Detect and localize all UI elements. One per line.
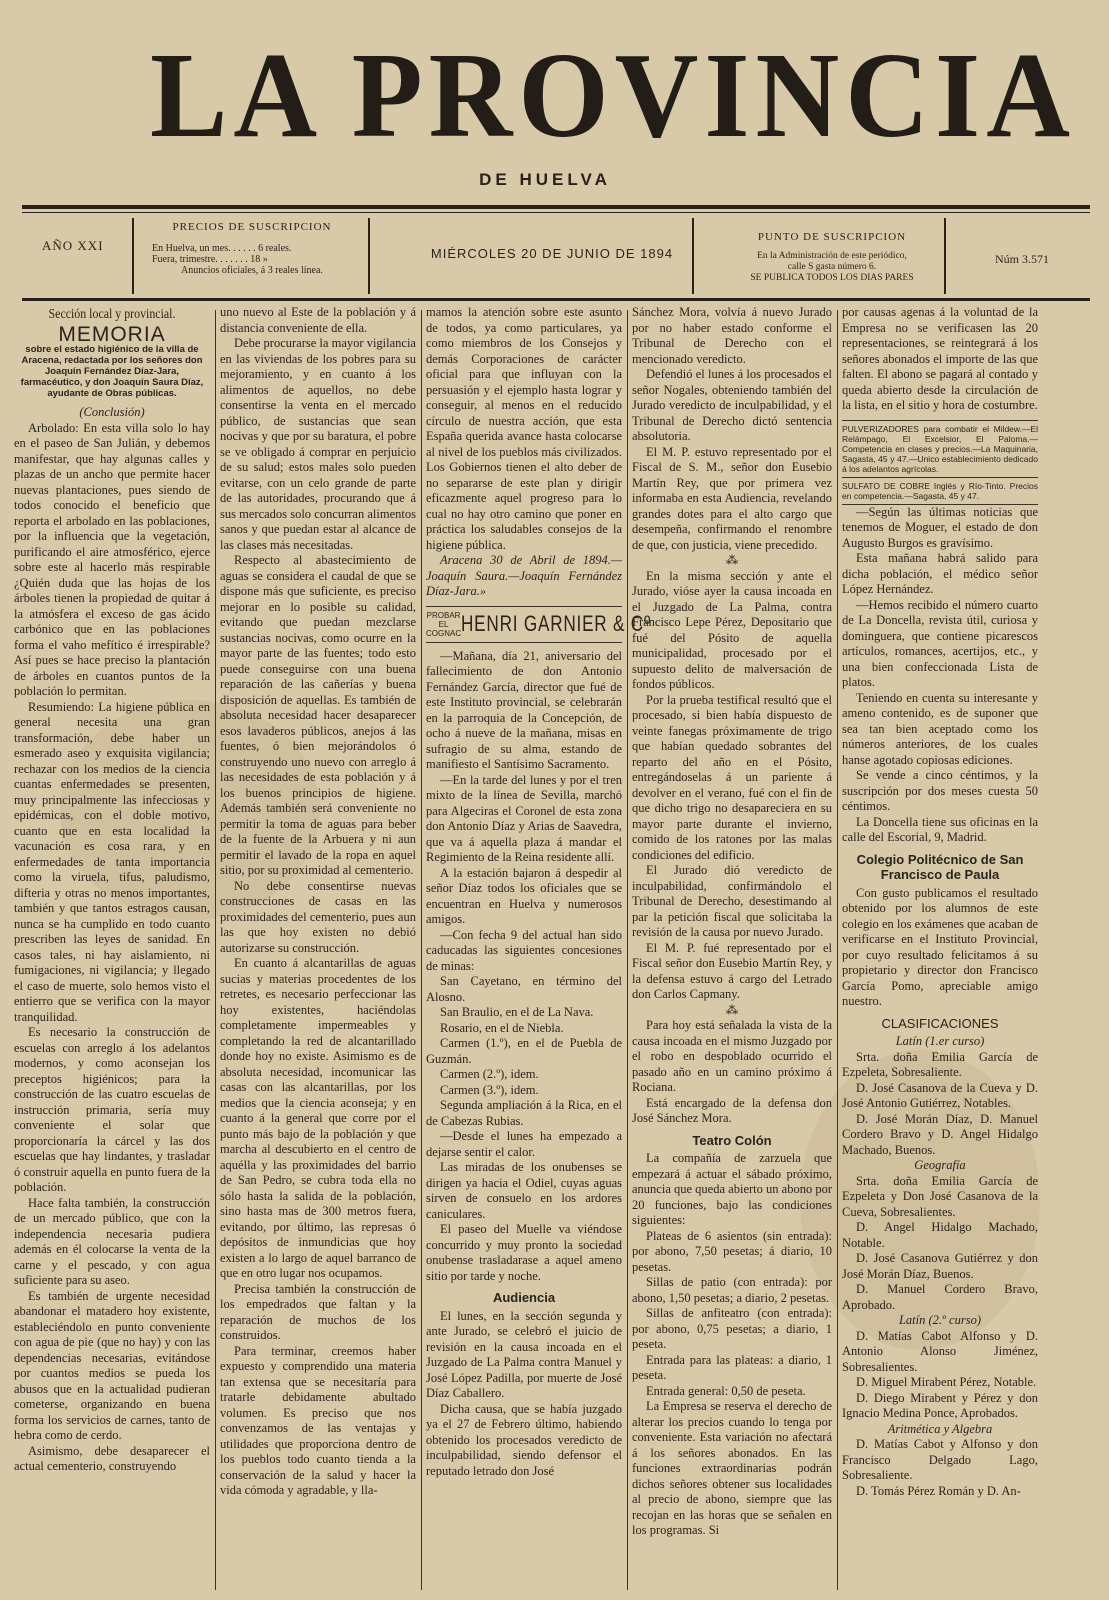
result-entry: Srta. doña Emilia García de Ezpeleta, Sobresaliente.: [842, 1049, 1038, 1079]
prices-title: PRECIOS DE SUSCRIPCION: [172, 221, 332, 233]
paragraph: No debe consentirse nuevas construcciones de casas en las proximidades del cementerio, pues aun las que hoy existen no debió autorizarse su construcción.: [220, 878, 416, 955]
column-2: [220, 305, 416, 1595]
info-divider: [132, 218, 134, 294]
price-line: Anuncios oficiales, á 3 reales línea.: [181, 265, 323, 276]
column-divider: [837, 310, 838, 1590]
newspaper-title: LA PROVINCIA: [150, 28, 1076, 164]
column-3: [426, 305, 652, 1595]
paragraph: Esta mañana habrá salido para dicha población, el médico señor López Hernández.: [842, 551, 1038, 596]
punto-title: PUNTO DE SUSCRIPCION: [757, 231, 907, 243]
result-entry: D. Manuel Cordero Bravo, Aprobado.: [842, 1282, 1038, 1312]
continuation-note: (Conclusión): [79, 405, 145, 419]
punto-line: SE PUBLICA TODOS LOS DIAS PARES: [750, 273, 914, 283]
paragraph: Asimismo, debe desaparecer el actual cementerio, construyendo: [14, 1443, 210, 1473]
signature: Aracena 30 de Abril de 1894.—Joaquín Saura.—Joaquín Fernández Díaz-Jara.»: [426, 553, 622, 598]
section-title: Sección local y provincial.: [48, 307, 176, 322]
newspaper-subtitle: DE HUELVA: [479, 170, 611, 189]
price-line: En Huelva, un mes. . . . . . 6 reales.: [152, 243, 292, 254]
paragraph: Es necesario la construcción de escuelas con arreglo á los adelantos modernos, y como aconsejan los preceptos higiénicos; para la construcción de las cuatro escuelas de instrucción primaria, sería muy conveniente el solar que proporcionaría la cárcel y las dos escuelas que hay lindantes, y trasladar ó construir aquella en punto fuera de la población.: [14, 1025, 210, 1194]
paragraph: La Empresa se reserva el derecho de alterar los precios cuando lo tenga por conveniente. Esta variación no afectará á los señores abonados. En las funciones extraordinarias podrán dichos señores obtener sus localidades al precio de abono, siempre que las recojan en las horas que se señalen en los programas. Si: [632, 1399, 832, 1537]
paragraph: A la estación bajaron á despedir al señor Díaz todos los oficiales que se encuentran en Huelva y numerosos amigos.: [426, 865, 622, 926]
column-1: [14, 305, 210, 1595]
paragraph: Sánchez Mora, volvía á nuevo Jurado por no haber estado conforme el Tribunal de Derecho con el mencionado veredicto.: [632, 305, 832, 366]
paragraph: En cuanto á alcantarillas de aguas sucias y materias procedentes de los retretes, es necesario perfeccionar las hoy existentes, haciéndolas completamente impermeables y completando la red de alcantarillado donde hoy no existe. Asimismo es de absoluta necesidad, incomunicar las casas con las alcantarillas, por los medios que la ciencia aconseja; y en cuanto á la general que corre por el punto más bajo de la población y que marcha al descubierto en el centro de aquélla y las proximidades del barrio de San Pedro, se cubra toda ella no sólo hasta la salida de la población, sino hasta mas de 300 metros fuera, evitando, por último, las represas ó depósitos de inmundicias que hoy existen a lo largo de aquel barranco de que en otro lugar nos ocupamos.: [220, 956, 416, 1280]
result-entry: D. Diego Mirabent y Pérez y don Ignacio Medina Ponce, Aprobados.: [842, 1390, 1038, 1420]
section-heading: Teatro Colón: [692, 1132, 772, 1148]
column-divider: [215, 310, 216, 1590]
paragraph: Entrada general: 0,50 de peseta.: [646, 1383, 806, 1398]
paragraph: En la misma sección y ante el Jurado, vióse ayer la causa incoada en el Juzgado de La Palma, contra Francisco Lepe Pérez, Depositario que fué del Pósito de aquella municipalidad, procesado por el supuesto delito de malversación de fondos públicos.: [632, 568, 832, 691]
issue-number: Núm 3.571: [995, 252, 1049, 266]
result-entry: D. José Morán Díaz, D. Manuel Cordero Bravo y D. Angel Hidalgo Machado, Buenos.: [842, 1111, 1038, 1157]
result-entry: D. José Casanova Gutiérrez y don José Morán Díaz, Buenos.: [842, 1251, 1038, 1281]
info-divider: [944, 218, 946, 294]
mine-item: San Cayetano, en término del Alosno.: [426, 974, 622, 1004]
result-entry: D. Tomás Pérez Román y D. An-: [856, 1483, 1021, 1498]
result-entry: Srta. doña Emilia García de Ezpeleta y Don José Casanova de la Cueva, Sobresalientes.: [842, 1173, 1038, 1219]
info-divider: [368, 218, 370, 294]
cognac-advert: [426, 606, 652, 643]
paragraph: La compañía de zarzuela que empezará á actuar el sábado próximo, anuncia que queda abierto un abono por 20 funciones, bajo las condiciones siguientes:: [632, 1151, 832, 1227]
punto-line: En la Administración de este periódico,: [757, 251, 907, 261]
paragraph: —En la tarde del lunes y por el tren mixto de la línea de Sevilla, marchó para Algeciras el Coronel de esta zona don Antonio Díaz y Arias de Saavedra, que va á aquella plaza á mandar el Regimiento de la Reina residente allí.: [426, 772, 622, 864]
ad-label: PROBAR EL COGNAC: [426, 610, 462, 638]
result-entry: D. José Casanova de la Cueva y D. José Antonio Gutiérrez, Notables.: [842, 1080, 1038, 1110]
paragraph: Entrada para las plateas: a diario, 1 peseta.: [632, 1352, 832, 1382]
paragraph: Hace falta también, la construcción de un mercado público, que con la independencia necesaria pudiera además en él colocarse la venta de la carne y el pescado, y con agua suficiente para su aseo.: [14, 1195, 210, 1287]
header-bottom-rule: [22, 298, 1090, 301]
mine-item: Carmen (1.º), en el de Puebla de Guzmán.: [426, 1036, 622, 1066]
punto-line: calle S gasta número 6.: [787, 262, 877, 272]
paragraph: Resumiendo: La higiene pública en general necesita una gran transformación, debe haber un esmerado aseo y exquisita vigilancia; rechazar con los medios de la ciencia cuantas enfermedades se presenten, muy principalmente las infecciosas y epidémicas, con el doble motivo, cuanto que en esta localidad la vacunación es cosa rara, y en enfermedades de tanta importancia como la viruela, tifus, paludismo, difteria y otras no menos importantes, también y que tantos estragos causan, nunca se ha cumplido en todo cuanto prescriben las leyes de sanidad. En casos tales, ni hay aislamiento, ni fumigaciones, ni vigilancia; y llegado el caso de muerte, solo hemos visto el entierro que se verifica con la mayor tranquilidad.: [14, 699, 210, 1024]
mine-item: Rosario, en el de Niebla.: [440, 1020, 564, 1035]
section-heading: Audiencia: [492, 1290, 556, 1305]
paragraph: Está encargado de la defensa don José Sánchez Mora.: [632, 1095, 832, 1125]
paragraph: Sillas de anfiteatro (con entrada): por abono, 0,75 pesetas; a diario, 1 peseta.: [632, 1306, 832, 1351]
paragraph: Debe procurarse la mayor vigilancia en las viviendas de los pobres para su mejoramiento, y en cuanto á los alimentos de aquellos, no debe consentirse la venta en el mercado público, de sustancias que sean nocivas y que por su baratura, el pobre se ve obligado á comprar en perjuicio de su salud; estos males solo pueden evitarse, con un celo grande de parte de las autoridades, procurando que á sus mercados solo concurran alimentos sanos y que puedan estar al alcance de las clases más necesitadas.: [220, 336, 416, 552]
masthead: [150, 28, 1076, 164]
paragraph: Respecto al abastecimiento de aguas se considera el caudal de que se dispone más que suficiente, es preciso mejorar en lo posible su calidad, evitando que puedan mezclarse sustancias nocivas, como ocurre en la mayor parte de las fuentes; todo esto puede conseguirse con una buena reparación de las cañerías y buena disposición de aquellas. Es también de absoluta necesidad hacer desaparecer esos lavaderos públicos, anejos á las fuentes, ó bien mejorándolos ó construyendo uno nuevo con arreglo á las necesidades de esta población y á los buenos principios de higiene. Además también será conveniente no permitir la toma de aguas para beber de la fuente de la Arbuera y ni aun permitir el lavado de la ropa en aquel sitio, por su proximidad al cementerio.: [220, 553, 416, 877]
article-subtitle: sobre el estado higiénico de la villa de Aracena, redactada por los señores don Joaquín Fernández Díaz-Jara, farmacéutico, y don Joaquín Saura Díaz, ayudante de Obras públicas.: [20, 344, 204, 399]
paragraph: Sillas de patio (con entrada): por abono, 1,50 pesetas; a diario, 2 pesetas.: [632, 1275, 832, 1305]
paragraph: uno nuevo al Este de la población y á distancia conveniente de ella.: [220, 305, 416, 335]
asterism-divider: ⁂: [725, 553, 739, 567]
paragraph: Dicha causa, que se había juzgado ya el 27 de Febrero último, habiendo obtenido los procesados veredicto de inculpabilidad, siendo defensor el reputado letrado don José: [426, 1401, 622, 1478]
paragraph: El Jurado dió veredicto de inculpabilidad, confirmándolo el Tribunal de Derecho, desestimando al par la petición fiscal que solicitaba la revisión de la causa por nuevo Jurado.: [632, 863, 832, 939]
paragraph: El paseo del Muelle va viéndose concurrido y muy pronto la sociedad onubense trasladarase a aquel ameno sitio por tarde y noche.: [426, 1222, 622, 1283]
column-divider: [627, 310, 628, 1590]
paragraph: —Con fecha 9 del actual han sido caducadas las siguientes concesiones de minas:: [426, 927, 622, 973]
subject-heading: Aritmética y Algebra: [887, 1421, 993, 1436]
subscription-prices: [152, 222, 352, 306]
paragraph: Plateas de 6 asientos (sin entrada): por abono, 7,50 pesetas; á diario, 10 pesetas.: [632, 1228, 832, 1274]
paragraph: El M. P. estuvo representado por el Fiscal de S. M., señor don Eusebio Martín Rey, que por primera vez informaba en esta Audiencia, revelando grandes dotes para el alto cargo que desempeña, confirmando el renombre de que, con justicia, viene precedido.: [632, 444, 832, 552]
paragraph: Con gusto publicamos el resultado obtenido por los alumnos de este colegio en los exámenes que acaban de verificarse en el Instituto Provincial, por cuyo resultado felicitamos á su propietario y director don Francisco García Pomo, apreciable amigo nuestro.: [842, 885, 1038, 1008]
header-rule: [22, 205, 1090, 209]
column-4: [632, 305, 832, 1595]
paragraph: El lunes, en la sección segunda y ante Jurado, se celebró el juicio de revisión en la causa incoada en el Juzgado de La Palma contra Manuel y José López Padilla, por muerte de José Díaz Caballero.: [426, 1308, 622, 1400]
result-entry: D. Miguel Mirabent Pérez, Notable.: [856, 1375, 1037, 1389]
paragraph: —Desde el lunes ha empezado a dejarse sentir el calor.: [426, 1129, 622, 1159]
issue-date: MIÉRCOLES 20 DE JUNIO DE 1894: [430, 246, 674, 261]
paragraph: Teniendo en cuenta su interesante y ameno contenido, es de suponer que sea tan bien aceptado como los números anteriores, de los cuales hanse agotado copiosas ediciones.: [842, 690, 1038, 767]
paragraph: La Doncella tiene sus oficinas en la calle del Escorial, 9, Madrid.: [842, 814, 1038, 844]
info-divider: [692, 218, 694, 294]
paragraph: Por la prueba testifical resultó que el procesado, si bien había dispuesto de veinte fanegas próximamente de trigo que habían quedado sobrantes del reparto del año en el Pósito, entregándoselas á un pariente á devolver en el verano, fué con el fin de que dicho trigo no desapareciera en su mayor parte durante el invierno, comido de los ratones por las malas condiciones del edificio.: [632, 692, 832, 862]
section-heading: Colegio Politécnico de San Francisco de Paula: [856, 851, 1024, 882]
paragraph: —Según las últimas noticias que tenemos de Moguer, el estado de don Augusto Burgos es gravísimo.: [842, 504, 1038, 550]
result-entry: D. Angel Hidalgo Machado, Notable.: [842, 1220, 1038, 1250]
ad-brand: HENRI GARNIER & Cº: [461, 611, 652, 637]
price-line: Fuera, trimestre. . . . . . . 18 »: [152, 254, 268, 265]
subject-heading: Geografía: [914, 1158, 966, 1172]
subscription-point: [722, 232, 942, 316]
paragraph: por causas agenas á la voluntad de la Empresa no se verificasen las 20 representaciones, se reintegrará á los señores abonados el importe de las que falten. El abono se pagará al contado y queda abierto desde la circulación de la lista, en el sitio y hora de costumbre.: [842, 305, 1038, 412]
paragraph: Las miradas de los onubenses se dirigen ya hacia el Odiel, cuyas aguas sirven de consuelo en los ardores caniculares.: [426, 1160, 622, 1221]
column-divider: [421, 310, 422, 1590]
classifications-title: CLASIFICACIONES: [881, 1015, 999, 1031]
article-title: MEMORIA: [58, 322, 166, 346]
paragraph: —Hemos recibido el número cuarto de La Doncella, revista útil, curiosa y dominguera, que contiene picarescos artículos, romances, acertijos, etc., y una bien confeccionada Lista de platos.: [842, 597, 1038, 689]
paragraph: Precisa también la construcción de los empedrados que faltan y la reparación de muchos de los construidos.: [220, 1281, 416, 1342]
header-rule-thin: [22, 212, 1090, 213]
pulverizadores-advert: PULVERIZADORES para combatir el Mildew.—El Relámpago, El Excelsior, El Paloma.—Competencia en clases y precios.—La Maquinaria, Sagasta, 45 y 47.—Unico establecimiento dedicado á los adelantos agrícolas.: [842, 420, 1038, 478]
issue-year: AÑO XXI: [42, 238, 104, 253]
paragraph: El M. P. fué representado por el Fiscal señor don Eusebio Martín Rey, y la defensa estuvo á cargo del Letrado don Carlos Capmany.: [632, 940, 832, 1001]
mine-item: Carmen (2.º), idem.: [440, 1067, 539, 1081]
paragraph: Es también de urgente necesidad abandonar el matadero hoy existente, estableciéndolo en punto conveniente con agua de pie (que no hay) y con las dependencias necesarias, evitándose por cuantos medios se pueda los abusos que en la actualidad pudieran cometerse, organizando en buena forma los servicios de carnes, tanto de hebra como de cerdo.: [14, 1288, 210, 1442]
result-entry: D. Matías Cabot y Alfonso y don Francisco Delgado Lago, Sobresaliente.: [842, 1437, 1038, 1482]
paragraph: —Mañana, día 21, aniversario del fallecimiento de don Antonio Fernández García, director que fué de este Instituto provincial, se celebrarán en la parroquia de la Concepción, de ocho á nueve de la mañana, misas en sufragio de su alma, estando de manifiesto el Santísimo Sacramento.: [426, 648, 622, 771]
result-entry: D. Matías Cabot Alfonso y D. Antonio Alonso Jiménez, Sobresalientes.: [842, 1328, 1038, 1374]
sulfato-advert: SULFATO DE COBRE Inglés y Río-Tinto. Precios en competencia.—Sagasta, 45 y 47.: [842, 478, 1038, 505]
paragraph: Para terminar, creemos haber expuesto y comprendido una materia tan extensa que se necesitaría para tratarle debidamente abultado volumen. Es preciso que nos convenzamos de las ventajas y utilidades que proporciona dentro de los pueblos todo cuanto tienda a la conservación de la salud y hacer la vida cómoda y agradable, y lla-: [220, 1343, 416, 1497]
paragraph: Defendió el lunes á los procesados el señor Nogales, obteniendo también del Jurado veredicto de inculpabilidad, y el Tribunal de Derecho dictó sentencia absolutoria.: [632, 367, 832, 443]
paragraph: Arbolado: En esta villa solo lo hay en el paseo de San Julián, y debemos manifestar, que hay algunas calles y plazas de un ancho que permite hacer nuevas plantaciones, pues siendo de todos conocido el beneficio que reporta el arbolado en las poblaciones, por la influencia que la vegetación, purificando el aire atmosférico, ejerce sobre este al hacerlo más respirable ¿Quién duda que las hojas de los árboles tienen la propiedad de quitar á la atmósfera el exceso de gas ácido carbónico que en las poblaciones forma el vaho mefítico é irrespirable? Así pues se hace preciso la plantación de árboles en cuantos puntos de la población lo permitan.: [14, 420, 210, 698]
mine-item: Carmen (3.º), idem.: [440, 1082, 539, 1097]
info-band: [22, 214, 1090, 298]
paragraph: mamos la atención sobre este asunto de todos, ya como particulares, ya como miembros de los Consejos y demás Corporaciones de carácter oficial para que influyan con la persuasión y el ejemplo hasta lograr y conseguir, al menos en el reducido círculo de nuestra acción, que esta España querida avance hasta colocarse al nivel de los pueblos más civilizados. Los Gobiernos tienen el alto deber de no separarse de este plan y dirigir eficazmente aquel progreso para lo cual no hay otro camino que poner en práctica los saludables consejos de la higiene pública.: [426, 305, 622, 552]
column-5: [842, 305, 1038, 1595]
mine-item: Segunda ampliación á la Rica, en el de Cabezas Rubias.: [426, 1098, 622, 1128]
subject-heading: Latín (2.º curso): [898, 1313, 981, 1327]
mine-item: San Braulio, en el de La Nava.: [440, 1005, 594, 1019]
asterism-divider: ⁂: [725, 1002, 739, 1017]
paragraph: Para hoy está señalada la vista de la causa incoada en el mismo Juzgado por el robo en despoblado ocurrido el pasado año en un camino próximo á Rociana.: [632, 1018, 832, 1094]
paragraph: Se vende a cinco céntimos, y la suscripción por dos meses cuesta 50 céntimos.: [842, 768, 1038, 813]
subject-heading: Latín (1.er curso): [895, 1034, 985, 1048]
